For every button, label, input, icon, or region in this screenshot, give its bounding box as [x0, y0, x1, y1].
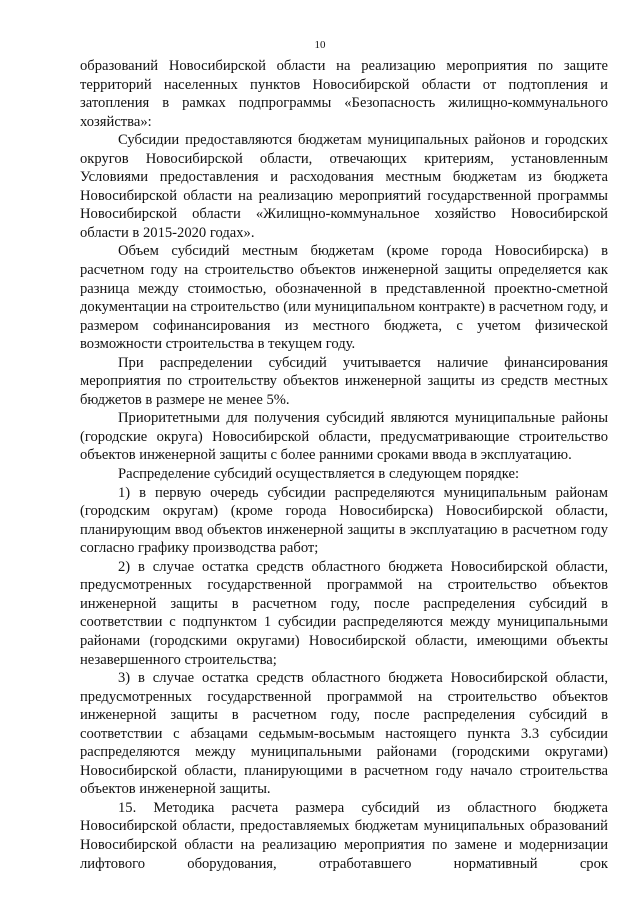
paragraph-subsidy-volume: Объем субсидий местным бюджетам (кроме города Новосибирска) в расчетном году на строительство объектов инженерной защиты определяется как разница между стоимостью, обозначенной в представленной проектно-сметной документации на строительство (или муниципальном контракте) в расчетном году, и размером софинансирования из местного бюджета, с учетом физической возможности строительства в текущем году.	[80, 243, 608, 353]
paragraph-distribution-order: Распределение субсидий осуществляется в следующем порядке:	[118, 466, 520, 483]
list-item-2: 2) в случае остатка средств областного бюджета Новосибирской области, предусмотренных государственной программой на строительство объектов инженерной защиты в расчетном году, после распределения субсидий в соответствии с подпунктом 1 субсидии распределяются между муниципальными районами (городскими округами) Новосибирской области, имеющими объекты незавершенного строительства;	[80, 558, 608, 668]
list-item-3: 3) в случае остатка средств областного бюджета Новосибирской области, предусмотренных государственной программой на строительство объектов инженерной защиты в расчетном году, после распределения субсидий в соответствии с абзацами седьмым-восьмым настоящего пункта 3.3 субсидии распределяются между муниципальными районами (городскими округами) Новосибирской области, планирующими в расчетном году начало строительства объектов инженерной защиты.	[80, 670, 608, 798]
paragraph-subsidy-recipients: Субсидии предоставляются бюджетам муниципальных районов и городских округов Новосибирской области, отвечающих критериям, установленным Условиями предоставления и расходования местным бюджетам из бюджета Новосибирской области на реализацию мероприятий государственной программы Новосибирской области «Жилищно-коммунальное хозяйство Новосибирской области в 2015-2020 годах».	[80, 132, 608, 241]
list-item-1: 1) в первую очередь субсидии распределяются муниципальным районам (городским округам) (кроме города Новосибирска) Новосибирской области, планирующим ввод объектов инженерной защиты в эксплуатацию в расчетном году согласно графику производства работ;	[80, 484, 608, 557]
paragraph-priority: Приоритетными для получения субсидий являются муниципальные районы (городские округа) Новосибирской области, предусматривающие строительство объектов инженерной защиты с более ранними сроками ввода в эксплуатацию.	[80, 410, 608, 464]
paragraph-section-15: 15. Методика расчета размера субсидий из областного бюджета Новосибирской области, предоставляемых бюджетам муниципальных образований Новосибирской области на реализацию мероприятия по замене и модернизации лифтового оборудования, отработавшего нормативный срок	[80, 799, 608, 872]
paragraph-distribution-financing: При распределении субсидий учитывается наличие финансирования мероприятия по строительству объектов инженерной защиты из средств местных бюджетов в размере не менее 5%.	[80, 354, 608, 408]
paragraph-continuation: образований Новосибирской области на реализацию мероприятия по защите территорий населенных пунктов Новосибирской области от подтопления и затопления в рамках подпрограммы «Безопасность жилищно-коммунального хозяйства»:	[80, 58, 608, 130]
page-number: 10	[314, 39, 326, 51]
document-body	[80, 57, 608, 873]
